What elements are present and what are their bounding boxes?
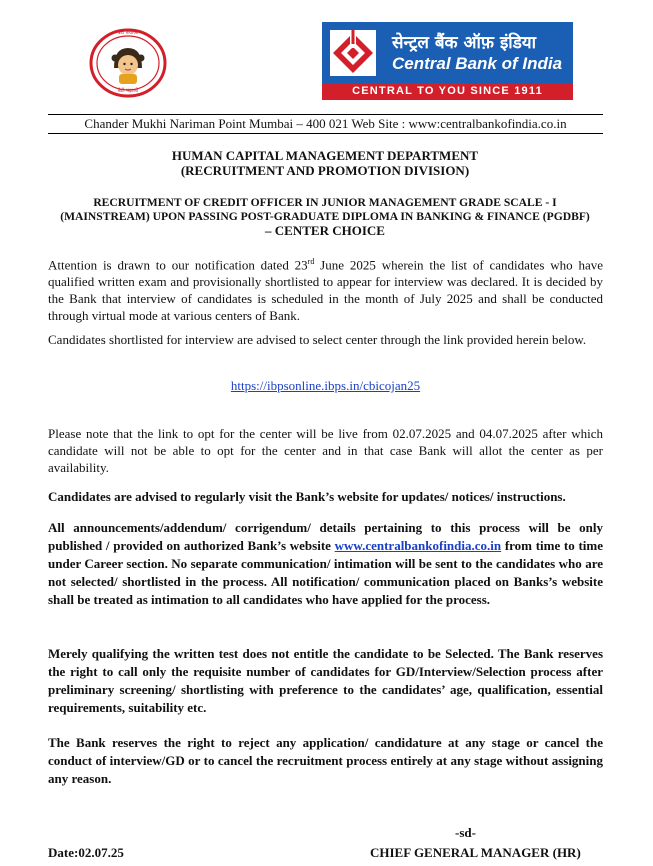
bank-name-english: Central Bank of India [392, 54, 563, 73]
date-label: Date:02.07.25 [48, 845, 124, 860]
signature-sd: -sd- [455, 825, 476, 840]
signatory-title: CHIEF GENERAL MANAGER (HR) [370, 845, 581, 860]
address-line: Chander Mukhi Nariman Point Mumbai – 400 021 Web Site : www:centralbankofindia.co.in [48, 114, 603, 134]
bank-symbol-icon [330, 30, 376, 76]
subject-heading [40, 196, 610, 238]
department-line-2: (RECRUITMENT AND PROMOTION DIVISION) [180, 163, 470, 178]
center-choice-link-wrap [48, 377, 603, 394]
bank-name-hindi: सेन्ट्रल बैंक ऑफ़ इंडिया [392, 33, 537, 53]
department-line-1: HUMAN CAPITAL MANAGEMENT DEPARTMENT [171, 148, 479, 163]
paragraph-link-validity: Please note that the link to opt for the center will be live from 02.07.2025 and 04.07.2025 after which candidate will not be able to opt for the center and in that case Bank will allot the center as per availability. [48, 426, 603, 475]
paragraph-select-center: Candidates shortlisted for interview are advised to select center through the link provided herein below. [48, 332, 587, 347]
bank-tagline: CENTRAL TO YOU SINCE 1911 [322, 83, 573, 100]
subject-line-2: (MAINSTREAM) UPON PASSING POST-GRADUATE DIPLOMA IN BANKING & FINANCE (PGDBF) [60, 210, 590, 223]
bank-website-link[interactable]: www.centralbankofindia.co.in [334, 538, 502, 553]
paragraph-visit-website: Candidates are advised to regularly visit the Bank’s website for updates/ notices/ instructions. [48, 489, 566, 504]
center-choice-link[interactable]: https://ibpsonline.ibps.in/cbicojan25 [230, 378, 421, 393]
paragraph-notification: Attention is drawn to our notification dated 23rd June 2025 wherein the list of candidates who have qualified written exam and provisionally shortlisted to appear for interview was declared. It is decided by the Bank that interview of candidates is scheduled in the month of July 2025 and shall be conducted through virtual mode at various centers of Bank. [48, 257, 603, 324]
beti-bachao-logo-icon [89, 28, 167, 98]
paragraph-bank-rights: The Bank reserves the right to reject any application/ candidature at any stage or cancel the conduct of interview/GD or to cancel the recruitment process entirely at any stage without assigning any reason. [48, 735, 603, 786]
paragraph-qualifying: Merely qualifying the written test does not entitle the candidate to be Selected. The Bank reserves the right to call only the requisite number of candidates for GD/Interview/Selection process after preliminary screening/ shortlisting with preference to the candidates’ age, qualification, essential requirements, suitability etc. [48, 646, 603, 715]
subject-line-1: RECRUITMENT OF CREDIT OFFICER IN JUNIOR MANAGEMENT GRADE SCALE - I [93, 196, 557, 209]
logo-text-top: बेटी बचाओ [117, 30, 139, 36]
central-bank-logo [322, 22, 573, 100]
paragraph-announcements: All announcements/addendum/ corrigendum/ details pertaining to this process will be only published / provided on authorized Bank’s website www.centralbankofindia.co.in from time to time under Career section. No separate communication/ intimation will be sent to the candidates who are not selected/ shortlisted in the process. All notification/ communication placed on Banks’s website shall be treated as intimation to all candidates who have applied for the process. [48, 520, 603, 607]
department-heading [40, 148, 610, 178]
logo-text-bottom: बेटी पढ़ाओ [117, 88, 139, 94]
subject-line-3: – CENTER CHOICE [265, 223, 385, 238]
